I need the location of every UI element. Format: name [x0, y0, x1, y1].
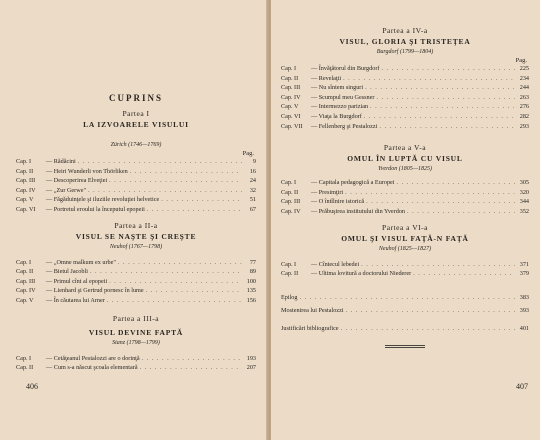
leader-dots	[364, 197, 515, 207]
section-page: 393	[519, 306, 529, 314]
leader-dots	[105, 296, 242, 306]
chapter-page: 16	[249, 167, 256, 175]
chapter-title: — Bietul Jacobli	[46, 268, 88, 276]
leader-dots	[395, 178, 516, 188]
chapter-number: Cap. V	[16, 196, 34, 204]
chapter-title: — Nu sîntem singuri	[311, 84, 364, 92]
toc-entry[interactable]	[16, 258, 256, 268]
part-label: Partea I	[122, 109, 150, 118]
leader-dots	[343, 188, 515, 198]
toc-entry[interactable]	[16, 195, 256, 205]
leader-dots	[86, 186, 242, 196]
part-place: Neuhof (1825—1827)	[378, 245, 432, 252]
part-6	[281, 223, 529, 279]
right-page	[271, 0, 540, 440]
chapter-title: — Revelaţii	[311, 74, 342, 82]
chapter-page: 135	[246, 287, 256, 295]
chapter-page: 352	[519, 207, 529, 215]
left-page	[0, 0, 268, 440]
chapter-title: — Cîntecul lebedei	[311, 260, 360, 268]
chapter-page: 156	[246, 296, 256, 304]
leader-dots	[341, 74, 515, 84]
leader-dots	[144, 286, 242, 296]
chapter-number: Cap. III	[281, 84, 301, 92]
chapter-number: Cap. VI	[281, 112, 301, 120]
chapter-page: 51	[249, 196, 256, 204]
chapter-title: — Cetăţeanul Pestalozzi are o dorinţă	[46, 354, 140, 362]
section-title: Justificări bibliografice	[281, 324, 339, 332]
chapter-title: — Fellenberg şi Pestalozzi	[311, 122, 378, 130]
chapter-number: Cap. IV	[16, 287, 36, 295]
toc-entry[interactable]	[281, 178, 529, 188]
part-3	[16, 314, 256, 373]
part-place: Stanz (1798—1799)	[112, 339, 160, 346]
part-title: VISUL DEVINE FAPTĂ	[88, 327, 184, 337]
leader-dots	[374, 93, 515, 103]
chapter-page: 77	[249, 258, 256, 266]
toc-entry[interactable]	[281, 93, 529, 103]
chapter-title: — Cum s-a născut şcoala elementară	[46, 364, 138, 372]
page-number-right: 407	[516, 382, 528, 391]
section-page: 401	[519, 324, 529, 332]
toc-entry[interactable]	[281, 102, 529, 112]
leader-dots	[116, 258, 242, 268]
chapter-page: 305	[519, 179, 529, 187]
chapter-number: Cap. I	[16, 258, 32, 266]
chapter-number: Cap. III	[281, 198, 301, 206]
part-place: Zürich (1746—1769)	[110, 142, 162, 148]
chapter-number: Cap. V	[281, 103, 299, 111]
toc-entry[interactable]	[281, 260, 529, 270]
part-4	[281, 26, 529, 131]
leader-dots	[368, 102, 515, 112]
toc-entry[interactable]	[281, 269, 529, 279]
chapter-page: 32	[249, 186, 256, 194]
chapter-page: 282	[519, 112, 529, 120]
toc-entry[interactable]	[281, 112, 529, 122]
chapter-number: Cap. IV	[281, 93, 301, 101]
chapter-title: — „Omne malkum ex urbe"	[46, 258, 116, 266]
toc-entry[interactable]	[16, 176, 256, 186]
toc-entry[interactable]	[16, 363, 256, 373]
chapter-page: 100	[246, 277, 256, 285]
back-matter	[281, 291, 529, 335]
contents-heading: CUPRINS	[108, 93, 163, 103]
leader-dots	[344, 304, 515, 317]
section-title: Mostenirea lui Pestalozzi	[281, 306, 344, 314]
part-2	[16, 221, 256, 306]
toc-entry[interactable]	[16, 286, 256, 296]
chapter-number: Cap. II	[281, 74, 299, 82]
page-number-left: 406	[26, 382, 38, 391]
toc-entry[interactable]	[16, 205, 256, 215]
chapter-page: 89	[249, 268, 256, 276]
leader-dots	[298, 291, 516, 304]
chapter-title: — Heiri Wunderli von Thörliken	[46, 167, 128, 175]
toc-entry[interactable]	[16, 296, 256, 306]
part-label: Partea a VI-a	[382, 222, 428, 232]
section-title: Epilog	[281, 293, 298, 301]
left-column	[16, 93, 256, 373]
chapter-page: 67	[249, 205, 256, 213]
chapter-number: Cap. II	[281, 188, 299, 196]
chapter-title: — Descoperirea Elveţiei	[46, 177, 108, 185]
chapter-page: 234	[519, 74, 529, 82]
leader-dots	[140, 354, 242, 364]
leader-dots	[411, 269, 515, 279]
chapter-page: 193	[246, 354, 256, 362]
section-page: 383	[519, 293, 529, 301]
chapter-title: — O întîlnire istorică	[311, 198, 365, 206]
chapter-number: Cap. II	[16, 364, 34, 372]
toc-entry[interactable]	[16, 167, 256, 177]
leader-dots	[159, 195, 242, 205]
chapter-page: 263	[519, 93, 529, 101]
chapter-title: — Prăbuşirea institutului din Yverdon	[311, 207, 406, 215]
chapter-title: — Viaţa la Burgdorf	[311, 112, 362, 120]
leader-dots	[339, 322, 515, 335]
chapter-number: Cap. IV	[16, 186, 36, 194]
leader-dots	[138, 363, 242, 373]
part-label: Partea a II-a	[114, 220, 158, 230]
leader-dots	[359, 260, 515, 270]
part-place: Neuhof (1767—1798)	[109, 243, 163, 250]
toc-entry[interactable]	[281, 197, 529, 207]
chapter-title: — Portretul eroului la începutul epopeii	[46, 205, 145, 213]
chapter-number: Cap. III	[16, 177, 36, 185]
part-title: OMUL ŞI VISUL FAŢĂ-N FAŢĂ	[341, 233, 469, 243]
leader-dots	[88, 267, 242, 277]
leader-dots	[405, 207, 515, 217]
leader-dots	[379, 64, 515, 74]
leader-dots	[363, 83, 515, 93]
toc-entry[interactable]	[281, 188, 529, 198]
chapter-title: — Presimţiri	[311, 188, 344, 196]
leader-dots	[107, 277, 242, 287]
toc-entry[interactable]	[281, 322, 529, 335]
part-title: VISUL, GLORIA ŞI TRISTEŢEA	[339, 37, 471, 46]
chapter-title: — „Zur Gerwe"	[46, 186, 86, 194]
part-title: OMUL ÎN LUPTĂ CU VISUL	[347, 154, 463, 164]
toc-entry[interactable]	[281, 122, 529, 132]
toc-entry[interactable]	[281, 291, 529, 304]
chapter-page: 371	[519, 260, 529, 268]
part-label: Partea a IV-a	[382, 26, 428, 35]
part-title: LA IZVOARELE VISULUI	[83, 120, 189, 129]
pag-label: Pag.	[242, 150, 254, 157]
toc-entry[interactable]	[281, 207, 529, 217]
pag-label: Pag.	[515, 57, 527, 64]
chapter-number: Cap. I	[281, 65, 297, 72]
chapter-page: 276	[519, 103, 529, 111]
toc-entry[interactable]	[16, 186, 256, 196]
part-1	[16, 109, 256, 215]
chapter-page: 244	[519, 84, 529, 92]
chapter-page: 293	[519, 122, 529, 130]
chapter-title: — Scumpul meu Gessner	[311, 93, 375, 101]
right-column	[281, 26, 529, 354]
chapter-title: — Ultima lovitură a doctorului Niederer	[311, 270, 412, 278]
chapter-page: 320	[519, 188, 529, 196]
chapter-page: 24	[249, 177, 256, 185]
toc-entry[interactable]	[281, 74, 529, 84]
chapter-number: Cap. I	[281, 179, 297, 187]
toc-entry[interactable]	[281, 64, 529, 74]
chapter-title: — Intermezzo parizian	[311, 103, 369, 111]
chapter-page: 225	[519, 65, 529, 72]
toc-entry[interactable]	[281, 304, 529, 317]
chapter-number: Cap. I	[281, 260, 297, 268]
leader-dots	[362, 112, 515, 122]
chapter-page: 9	[252, 158, 256, 165]
chapter-title: — Primul cînt al epopeii	[46, 277, 108, 285]
leader-dots	[377, 122, 515, 132]
toc-entry[interactable]	[16, 354, 256, 364]
chapter-number: Cap. VI	[16, 205, 36, 213]
chapter-title: — Capitala pedagogică a Europei	[311, 179, 395, 187]
chapter-number: Cap. VII	[281, 122, 303, 130]
toc-entry[interactable]	[16, 267, 256, 277]
chapter-number: Cap. III	[16, 277, 36, 285]
part-place: Burgdorf (1799—1804)	[376, 49, 434, 55]
part-place: Yverdon (1805—1825)	[377, 166, 433, 173]
chapter-page: 379	[519, 270, 529, 278]
ornament-divider	[385, 345, 425, 348]
chapter-page: 207	[246, 364, 256, 372]
chapter-number: Cap. II	[16, 167, 34, 175]
toc-entry[interactable]	[281, 83, 529, 93]
chapter-page: 344	[519, 198, 529, 206]
chapter-number: Cap. V	[16, 296, 34, 304]
toc-entry[interactable]	[16, 157, 256, 167]
part-label: Partea a V-a	[383, 143, 427, 153]
chapter-title: — Învăţătorul din Burgdorf	[311, 65, 380, 72]
part-5	[281, 143, 529, 216]
chapter-title: — În căutarea lui Arner	[46, 296, 105, 304]
chapter-number: Cap. I	[16, 354, 32, 362]
chapter-title: — Făgăduinţele şi iluziile revoluţiei helvetice	[46, 196, 160, 204]
leader-dots	[76, 157, 242, 167]
leader-dots	[107, 176, 242, 186]
toc-entry[interactable]	[16, 277, 256, 287]
part-title: VISUL SE NAŞTE ŞI CREŞTE	[75, 231, 197, 241]
chapter-number: Cap. I	[16, 158, 32, 165]
chapter-title: — Lienhard şi Gertrud pornesc în lume	[46, 287, 144, 295]
chapter-number: Cap. II	[16, 268, 34, 276]
chapter-title: — Rădăcini	[46, 158, 76, 165]
leader-dots	[145, 205, 242, 215]
chapter-number: Cap. II	[281, 270, 299, 278]
chapter-number: Cap. IV	[281, 207, 301, 215]
leader-dots	[128, 167, 242, 177]
part-label: Partea a III-a	[112, 313, 160, 323]
